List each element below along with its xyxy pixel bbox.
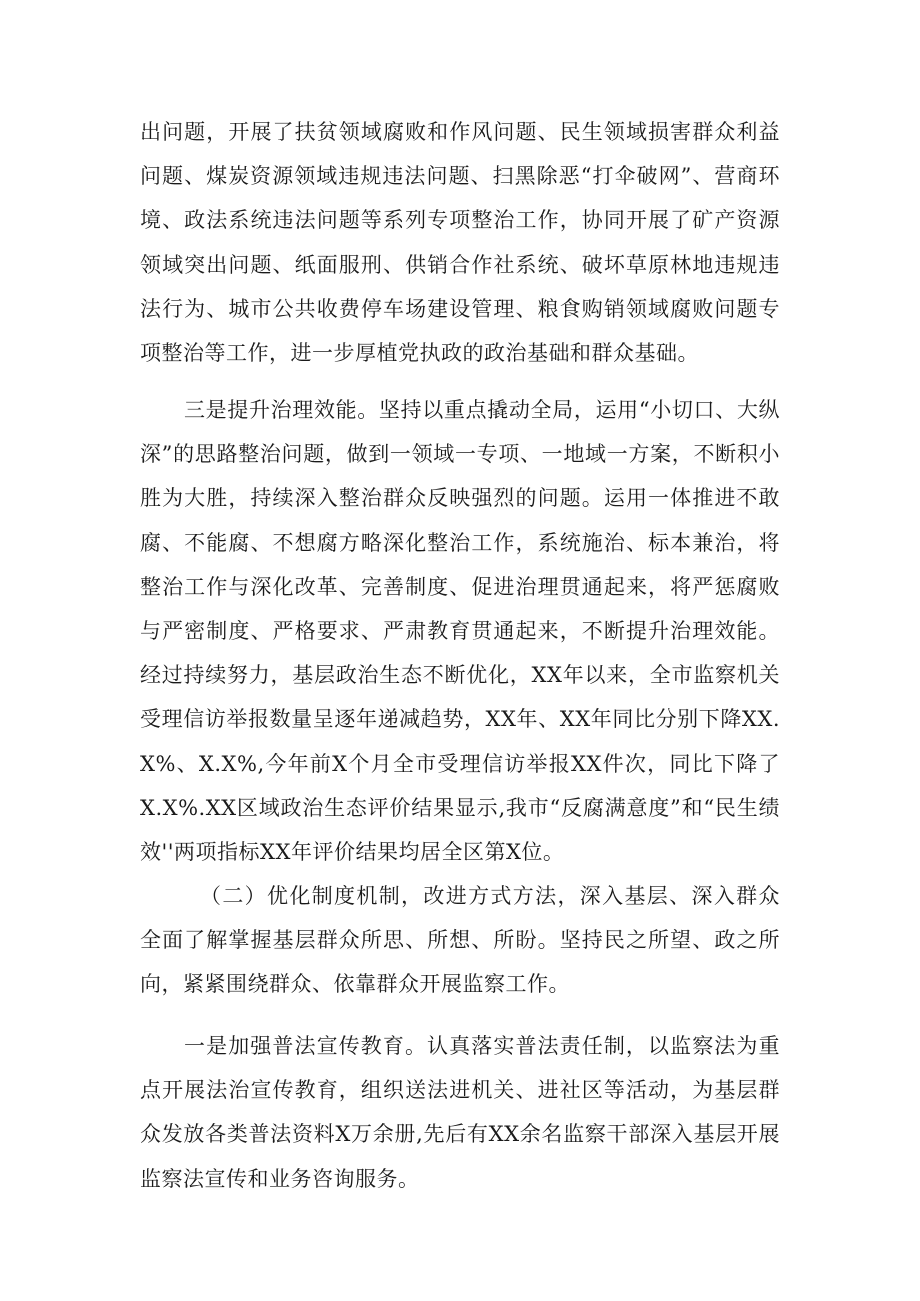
paragraph-continued-issues: 出问题，开展了扶贫领域腐败和作风问题、民生领域损害群众利益问题、煤炭资源领域违规违法问题、扫黑除恶“打伞破网”、营商环境、政法系统违法问题等系列专项整治工作，协同开展了矿产资源领域突出问题、纸面服刑、供销合作社系统、破坏草原林地违规违法行为、城市公共收费停车场建设管理、粮食购销领域腐败问题专项整治等工作，进一步厚植党执政的政治基础和群众基础。 (140, 120, 780, 366)
paragraph-governance-efficiency: 三是提升治理效能。坚持以重点撬动全局，运用“小切口、大纵深”的思路整治问题，做到一领域一专项、一地域一方案，不断积小胜为大胜，持续深入整治群众反映强烈的问题。运用一体推进不敢腐、不能腐、不想腐方略深化整治工作，系统施治、标本兼治，将整治工作与深化改革、完善制度、促进治理贯通起来，将严惩腐败与严密制度、严格要求、严肃教育贯通起来，不断提升治理效能。经过持续努力，基层政治生态不断优化，XX年以来，全市监察机关受理信访举报数量呈逐年递减趋势，XX年、XX年同比分别下降XX.X%、X.X%,今年前X个月全市受理信访举报XX件次，同比下降了X.X%.XX区域政治生态评价结果显示,我市“反腐满意度”和“民生绩效''两项指标XX年评价结果均居全区第X位。 (140, 398, 780, 865)
paragraph-legal-education: 一是加强普法宣传教育。认真落实普法责任制，以监察法为重点开展法治宣传教育，组织送法进机关、进社区等活动，为基层群众发放各类普法资料X万余册,先后有XX余名监察干部深入基层开展监察法宣传和业务咨询服务。 (140, 1034, 780, 1191)
paragraph-section-two-heading: （二）优化制度机制，改进方式方法，深入基层、深入群众全面了解掌握基层群众所思、所想、所盼。坚持民之所望、政之所向，紧紧围绕群众、依靠群众开展监察工作。 (140, 884, 780, 997)
